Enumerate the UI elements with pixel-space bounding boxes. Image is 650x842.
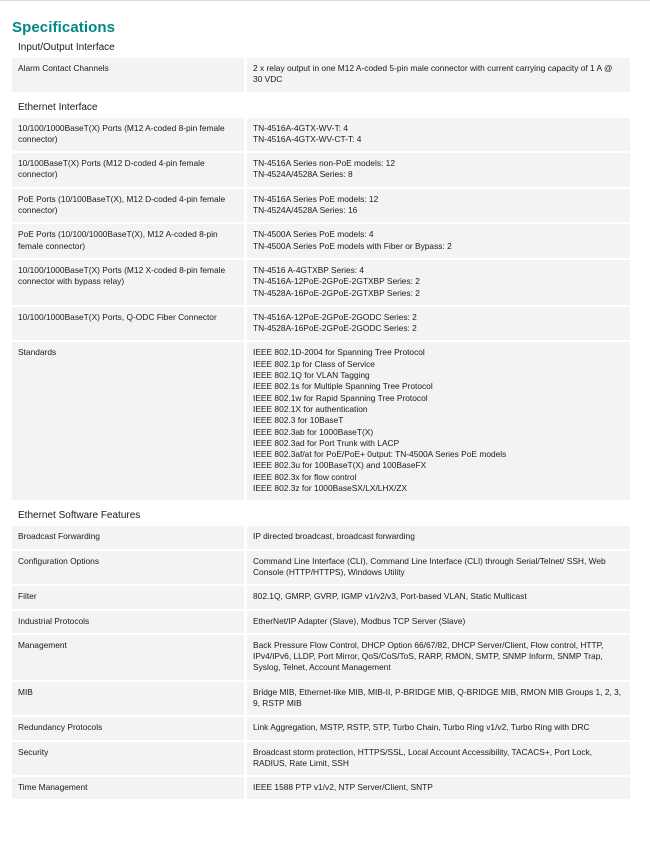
spec-label: Broadcast Forwarding <box>12 526 244 548</box>
spec-label: 10/100/1000BaseT(X) Ports, Q-ODC Fiber Connector <box>12 307 244 341</box>
spec-value-line: TN-4524A/4528A Series: 16 <box>253 205 358 216</box>
spec-value-line: IEEE 802.1s for Multiple Spanning Tree Protocol <box>253 381 433 392</box>
spec-label: 10/100BaseT(X) Ports (M12 D-coded 4-pin female connector) <box>12 153 244 187</box>
spec-value-line: TN-4516A-12PoE-2GPoE-2GODC Series: 2 <box>253 311 417 322</box>
spec-value-line: IEEE 802.1D-2004 for Spanning Tree Protocol <box>253 347 425 358</box>
spec-value <box>247 717 630 739</box>
spec-label: Filter <box>12 586 244 608</box>
spec-row <box>12 189 630 223</box>
spec-label: Management <box>12 635 244 680</box>
page-title: Specifications <box>12 19 116 36</box>
spec-row <box>12 777 630 799</box>
spec-row <box>12 682 630 716</box>
spec-value-line: IP directed broadcast, broadcast forwarding <box>253 531 415 542</box>
spec-value-line: TN-4516A-12PoE-2GPoE-2GTXBP Series: 2 <box>253 276 420 287</box>
spec-value <box>247 153 630 187</box>
spec-row <box>12 611 630 633</box>
spec-value-line: TN-4500A Series PoE models: 4 <box>253 229 374 240</box>
spec-row <box>12 635 630 680</box>
spec-label: Security <box>12 742 244 776</box>
spec-row <box>12 224 630 258</box>
spec-label: 10/100/1000BaseT(X) Ports (M12 X-coded 8-pin female connector with bypass relay) <box>12 260 244 305</box>
spec-row <box>12 586 630 608</box>
spec-row <box>12 58 630 92</box>
spec-value-line: IEEE 802.3ab for 1000BaseT(X) <box>253 426 374 437</box>
spec-row <box>12 551 630 585</box>
section-title: Ethernet Interface <box>18 101 98 113</box>
spec-value-line: TN-4500A Series PoE models with Fiber or Bypass: 2 <box>253 240 452 251</box>
spec-value <box>247 58 630 92</box>
spec-value-line: IEEE 802.1w for Rapid Spanning Tree Protocol <box>253 392 428 403</box>
spec-value-line: Broadcast storm protection, HTTPS/SSL, Local Account Accessibility, TACACS+, Port Lock, RADIUS, Rate Limit, SSH <box>253 746 593 768</box>
spec-value-line: IEEE 1588 PTP v1/v2, NTP Server/Client, SNTP <box>253 782 433 793</box>
section-spacer <box>12 94 630 101</box>
spec-value-line: Bridge MIB, Ethernet-like MIB, MIB-II, P-BRIDGE MIB, Q-BRIDGE MIB, RMON MIB Groups 1, 2, 3, 9, RSTP MIB <box>253 686 622 708</box>
spec-label: Time Management <box>12 777 244 799</box>
spec-value-line: TN-4516A-4GTX-WV-T: 4 <box>253 122 348 133</box>
spec-value-line: Back Pressure Flow Control, DHCP Option 66/67/82, DHCP Server/Client, Flow control, HTTP, IPv4/IPv6, LLDP, Port Mirror, QoS/CoS/ToS, RARP, RMON, SMTP, SNMP Inform, SNMP Trap, Syslog, Telnet, Account Management <box>253 639 604 673</box>
spec-label: Redundancy Protocols <box>12 717 244 739</box>
spec-value <box>247 342 630 500</box>
spec-label: MIB <box>12 682 244 716</box>
spec-label: Industrial Protocols <box>12 611 244 633</box>
spec-sections <box>12 41 630 799</box>
spec-value <box>247 635 630 680</box>
spec-row <box>12 342 630 500</box>
spec-value <box>247 611 630 633</box>
spec-value <box>247 586 630 608</box>
spec-row <box>12 742 630 776</box>
spec-value-line: TN-4516A Series PoE models: 12 <box>253 193 379 204</box>
spec-value-line: IEEE 802.3af/at for PoE/PoE+ 0utput: TN-4500A Series PoE models <box>253 449 507 460</box>
section-title: Input/Output Interface <box>18 42 115 53</box>
spec-value-line: EtherNet/IP Adapter (Slave), Modbus TCP Server (Slave) <box>253 615 466 626</box>
spec-row <box>12 153 630 187</box>
spec-value-line: TN-4516A-4GTX-WV-CT-T: 4 <box>253 133 362 144</box>
spec-value-line: 802.1Q, GMRP, GVRP, IGMP v1/v2/v3, Port-based VLAN, Static Multicast <box>253 591 527 602</box>
spec-value <box>247 307 630 341</box>
spec-value <box>247 551 630 585</box>
spec-row <box>12 717 630 739</box>
spec-label: PoE Ports (10/100BaseT(X), M12 D-coded 4-pin female connector) <box>12 189 244 223</box>
spec-value <box>247 742 630 776</box>
spec-row <box>12 526 630 548</box>
spec-value-line: TN-4516A Series non-PoE models: 12 <box>253 158 395 169</box>
spec-value-line: Command Line Interface (CLI), Command Line Interface (CLI) through Serial/Telnet/ SSH, Web Console (HTTP/HTTPS), Windows Utility <box>253 555 606 577</box>
spec-row <box>12 260 630 305</box>
spec-value-line: IEEE 802.3 for 10BaseT <box>253 415 344 426</box>
spec-row <box>12 118 630 152</box>
spec-row <box>12 307 630 341</box>
top-divider <box>0 0 650 1</box>
spec-value-line: TN-4516 A-4GTXBP Series: 4 <box>253 264 365 275</box>
spec-value-line: IEEE 802.3ad for Port Trunk with LACP <box>253 437 400 448</box>
spec-value <box>247 224 630 258</box>
spec-value-line: TN-4528A-16PoE-2GPoE-2GODC Series: 2 <box>253 323 417 334</box>
spec-label: Configuration Options <box>12 551 244 585</box>
spec-value <box>247 777 630 799</box>
spec-value-line: IEEE 802.3u for 100BaseT(X) and 100BaseFX <box>253 460 427 471</box>
spec-label: Standards <box>12 342 244 500</box>
spec-label: Alarm Contact Channels <box>12 58 244 92</box>
spec-value-line: 2 x relay output in one M12 A-coded 5-pin male connector with current carrying capacity of 1 A @ 30 VDC <box>253 63 613 85</box>
spec-value-line: IEEE 802.3x for flow control <box>253 471 357 482</box>
specifications-page <box>12 19 630 801</box>
spec-value <box>247 682 630 716</box>
spec-value-line: TN-4528A-16PoE-2GPoE-2GTXBP Series: 2 <box>253 287 420 298</box>
spec-value-line: IEEE 802.1p for Class of Service <box>253 358 375 369</box>
section-spacer <box>12 502 630 509</box>
spec-value <box>247 118 630 152</box>
spec-value-line: TN-4524A/4528A Series: 8 <box>253 169 353 180</box>
spec-value <box>247 526 630 548</box>
spec-value-line: IEEE 802.1Q for VLAN Tagging <box>253 370 370 381</box>
spec-value <box>247 189 630 223</box>
spec-label: PoE Ports (10/100/1000BaseT(X), M12 A-coded 8-pin female connector) <box>12 224 244 258</box>
spec-value-line: Link Aggregation, MSTP, RSTP, STP, Turbo Chain, Turbo Ring v1/v2, Turbo Ring with DRC <box>253 722 590 733</box>
spec-value <box>247 260 630 305</box>
spec-value-line: IEEE 802.3z for 1000BaseSX/LX/LHX/ZX <box>253 483 408 494</box>
spec-value-line: IEEE 802.1X for authentication <box>253 403 368 414</box>
spec-label: 10/100/1000BaseT(X) Ports (M12 A-coded 8-pin female connector) <box>12 118 244 152</box>
section-title: Ethernet Software Features <box>18 510 141 522</box>
